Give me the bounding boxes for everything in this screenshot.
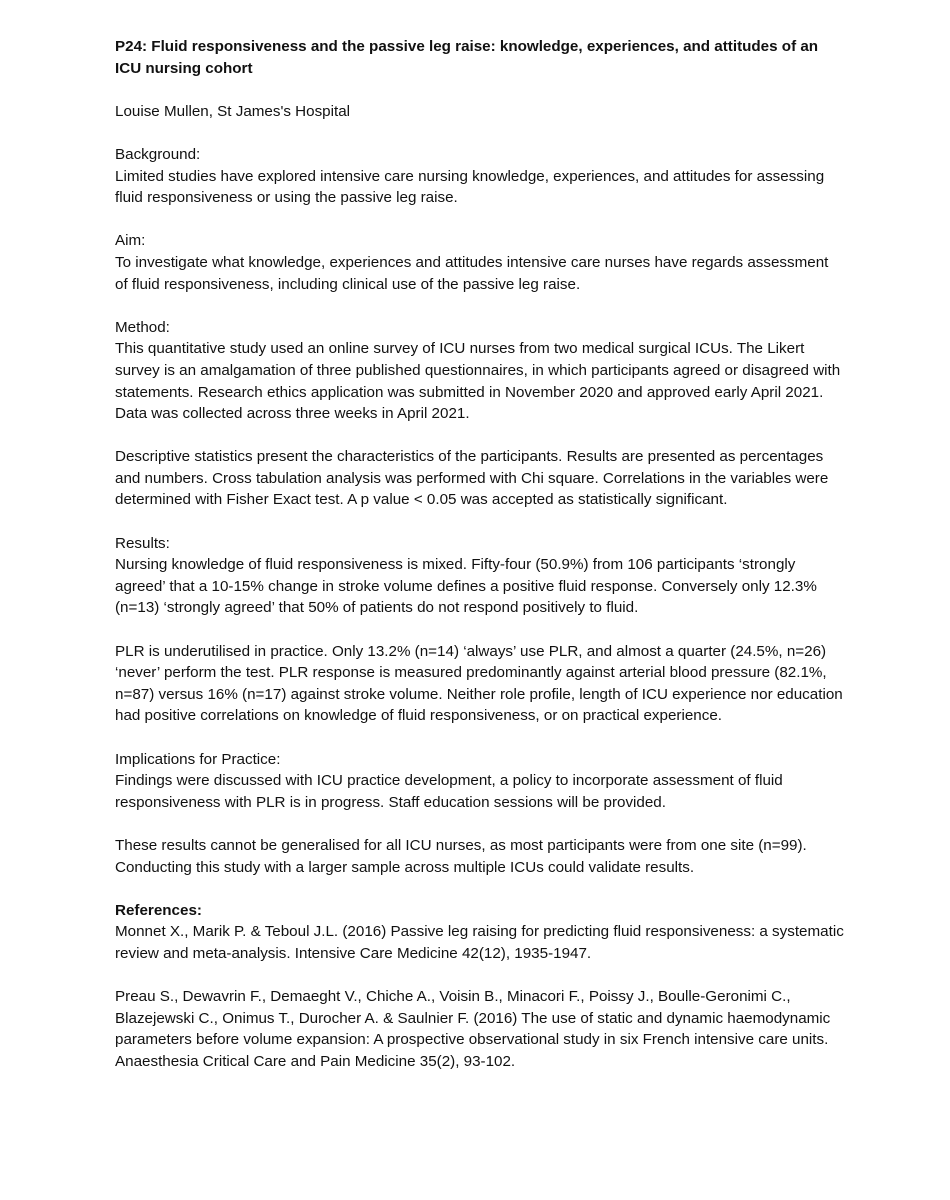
method-heading: Method: [115, 318, 170, 336]
references-section [115, 900, 845, 1073]
aim-text: To investigate what knowledge, experiences and attitudes intensive care nurses have regards assessment of fluid responsiveness, including clinical use of the passive leg raise. [115, 253, 829, 293]
method-section [115, 317, 845, 425]
implications-heading: Implications for Practice: [115, 750, 281, 768]
abstract-page [115, 36, 845, 1073]
reference-item: Monnet X., Marik P. & Teboul J.L. (2016) Passive leg raising for predicting fluid responsiveness: a systematic review and meta-analysis. Intensive Care Medicine 42(12), 1935-1947. [115, 923, 844, 962]
background-heading: Background: [115, 145, 201, 163]
aim-section [115, 230, 845, 295]
implications-section [115, 749, 845, 814]
method-statistics-paragraph: Descriptive statistics present the characteristics of the participants. Results are presented as percentages and numbers. Cross tabulation analysis was performed with Chi square. Correlations in the variables were determined with Fisher Exact test. A p value < 0.05 was accepted as statistically significant. [115, 448, 829, 509]
background-section [115, 144, 845, 209]
results-plr-paragraph: PLR is underutilised in practice. Only 13.2% (n=14) ‘always’ use PLR, and almost a quarter (24.5%, n=26) ‘never’ perform the test. PLR response is measured predominantly against arterial blood pressure (82.1%, n=87) versus 16% (n=17) against stroke volume. Neither role profile, length of ICU experience nor education had positive correlations on knowledge of fluid responsiveness, or on practical experience. [115, 642, 843, 725]
abstract-title: P24: Fluid responsiveness and the passive leg raise: knowledge, experiences, and attitudes of an ICU nursing cohort [115, 38, 819, 77]
results-section [115, 533, 845, 619]
method-text: This quantitative study used an online survey of ICU nurses from two medical surgical ICUs. The Likert survey is an amalgamation of three published questionnaires, in which participants agreed or disagreed with statements. Research ethics application was submitted in November 2020 and approved early April 2021. Data was collected across three weeks in April 2021. [115, 340, 841, 423]
references-heading: References: [115, 901, 202, 919]
aim-heading: Aim: [115, 232, 146, 250]
author-affiliation: Louise Mullen, St James's Hospital [115, 102, 351, 120]
limitations-paragraph: These results cannot be generalised for all ICU nurses, as most participants were from one site (n=99). Conducting this study with a larger sample across multiple ICUs could validate results. [115, 836, 807, 876]
background-text: Limited studies have explored intensive care nursing knowledge, experiences, and attitudes for assessing fluid responsiveness or using the passive leg raise. [115, 167, 825, 207]
reference-item: Preau S., Dewavrin F., Demaeght V., Chiche A., Voisin B., Minacori F., Poissy J., Boulle-Geronimi C., Blazejewski C., Onimus T., Durocher A. & Saulnier F. (2016) The use of static and dynamic haemodynamic parameters before volume expansion: A prospective observational study in six French intensive care units. Anaesthesia Critical Care and Pain Medicine 35(2), 93-102. [115, 988, 831, 1070]
implications-text: Findings were discussed with ICU practice development, a policy to incorporate assessment of fluid responsiveness with PLR is in progress. Staff education sessions will be provided. [115, 772, 783, 811]
results-heading: Results: [115, 534, 170, 552]
results-text: Nursing knowledge of fluid responsiveness is mixed. Fifty-four (50.9%) from 106 participants ‘strongly agreed’ that a 10-15% change in stroke volume defines a positive fluid response. Conversely only 12.3% (n=13) ‘strongly agreed’ that 50% of patients do not respond positively to fluid. [115, 556, 817, 617]
